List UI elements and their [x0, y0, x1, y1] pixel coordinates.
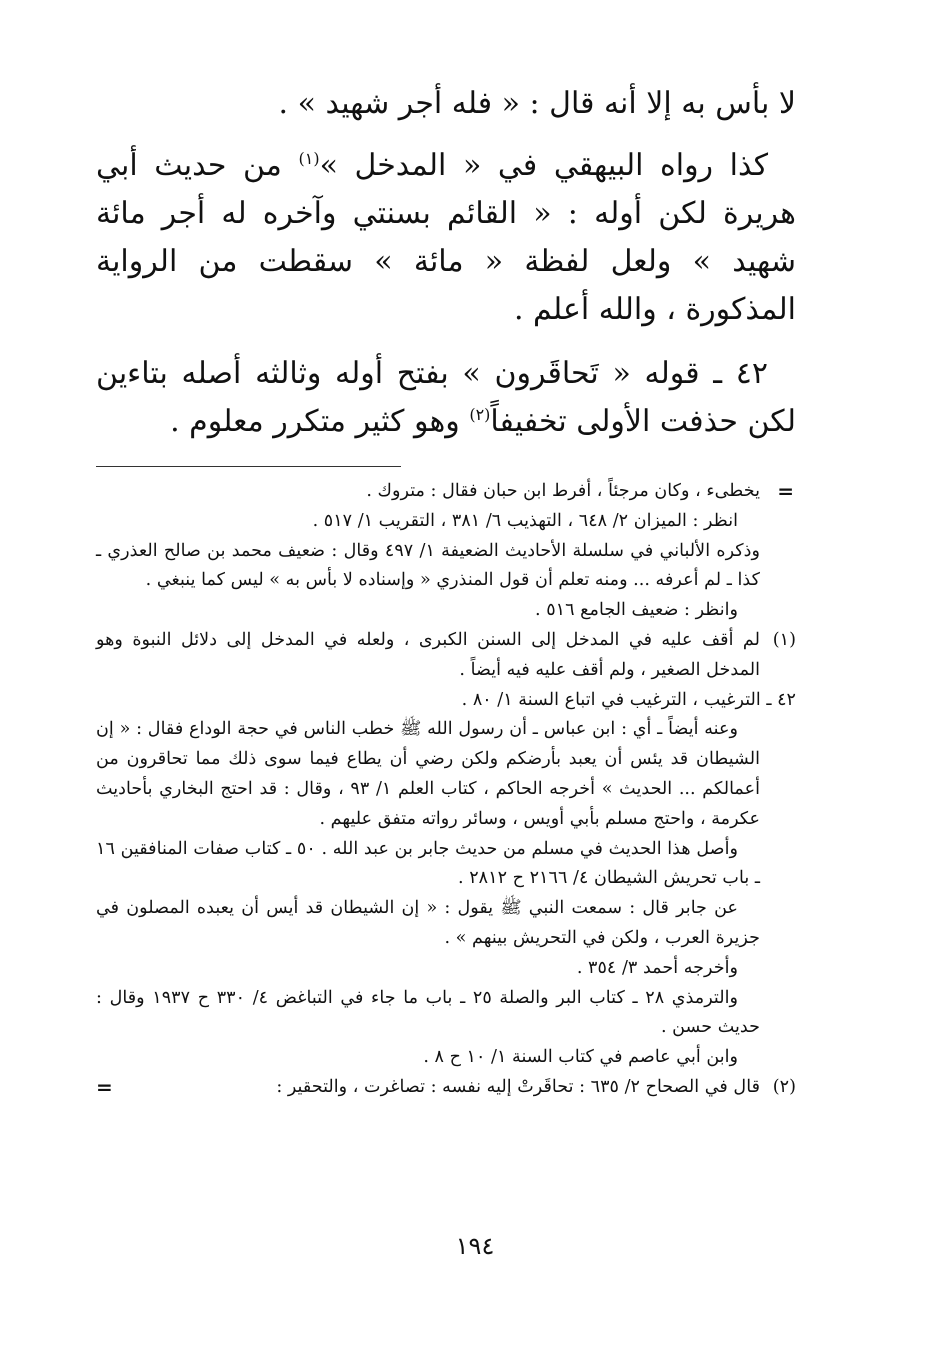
footnote-line: انظر : الميزان ٢/ ٦٤٨ ، التهذيب ٦/ ٣٨١ ، التقريب ١/ ٥١٧ . [312, 510, 738, 531]
footnotes [96, 477, 796, 1103]
footnote-1: (١) لم أقف عليه في المدخل إلى السنن الكبرى ، ولعله في المدخل إلى دلائل النبوة وهو المدخل الصغير ، ولم أقف عليه فيه أيضاً . [96, 626, 796, 686]
footnote-line: وانظر : ضعيف الجامع ٥١٦ . [535, 600, 738, 621]
footnote-ref-2: (٢) [469, 405, 491, 424]
footnote-number: (١) [772, 629, 796, 650]
main-paragraph-3: ٤٢ ـ قوله « تَحاقَرون » بفتح أوله وثالثه أصله بتاءين لكن حذفت الأولى تخفيفاً$^{(٢)}$ وهو كثير متكرر معلوم . [96, 356, 796, 439]
continuation-mark: = [96, 1074, 113, 1099]
footnote-42-head: ٤٢ ـ الترغيب ، الترغيب في اتباع السنة ١/ ٨٠ . [461, 689, 796, 710]
page [96, 80, 796, 1300]
footnote-2: (٢) قال في الصحاح ٢/ ٦٣٥ : تحاقَرتْ إليه نفسه : تصاغرت ، والتحقير : = [96, 1073, 796, 1103]
footnote-line: وأخرجه أحمد ٣/ ٣٥٤ . [576, 957, 738, 978]
footnote-ref-1: (١) [298, 149, 320, 168]
page-number: ١٩٤ [455, 1232, 495, 1260]
footnote-line: وذكره الألباني في سلسلة الأحاديث الضعيفة ١/ ٤٩٧ وقال : ضعيف محمد بن صالح العذري ـ كذا ـ لم أعرفه ... ومنه تعلم أن قول المنذري « وإسناده لا بأس به » ليس كما ينبغي . [96, 540, 760, 591]
footnote-number: (٢) [772, 1076, 796, 1097]
footnote-continuation: = يخطىء ، وكان مرجئاً ، أفرط ابن حبان فقال : متروك . [96, 477, 796, 507]
footnote-line: عن جابر قال : سمعت النبي ﷺ يقول : « إن الشيطان قد أيس أن يعبده المصلون في جزيرة العرب ، ولكن في التحريش بينهم » . [96, 898, 760, 948]
footnote-line: وابن أبي عاصم في كتاب السنة ١/ ١٠ ح ٨ . [423, 1047, 738, 1068]
continuation-mark: = [777, 479, 794, 503]
footnote-line: وعنه أيضاً ـ أي : ابن عباس ـ أن رسول الله ﷺ خطب الناس في حجة الوداع فقال : « إن الشيطان قد يئس أن يعبد بأرضكم ولكن رضي أن يطاع فيما سوى ذلك مما تحاقرون من أعمالكم ... الحديث » أخرجه الحاكم ، كتاب العلم ١/ ٩٣ ، وقال : قد احتج البخاري بأحاديث عكرمة ، واحتج مسلم بأبي أويس ، وسائر رواته متفق عليهم . [96, 719, 760, 829]
footnote-separator [96, 466, 401, 467]
footnote-line: والترمذي ٢٨ ـ كتاب البر والصلة ٢٥ ـ باب ما جاء في التباغض ٤/ ٣٣٠ ح ١٩٣٧ وقال : حديث حسن . [96, 987, 760, 1038]
main-paragraph-1: لا بأس به إلا أنه قال : « فله أجر شهيد » . [278, 86, 796, 121]
main-paragraph-2: كذا رواه البيهقي في « المدخل »$^{(١)}$ من حديث أبي هريرة لكن أوله : « القائم بسنتي وآخره له أجر مائة شهيد » ولعل لفظة « مائة » سقطت من الرواية المذكورة ، والله أعلم . [96, 148, 796, 327]
footnote-line: وأصل هذا الحديث في مسلم من حديث جابر بن عبد الله . ٥٠ ـ كتاب صفات المنافقين ١٦ ـ باب تحريش الشيطان ٤/ ٢١٦٦ ح ٢٨١٢ . [96, 838, 760, 889]
main-text [96, 80, 796, 446]
